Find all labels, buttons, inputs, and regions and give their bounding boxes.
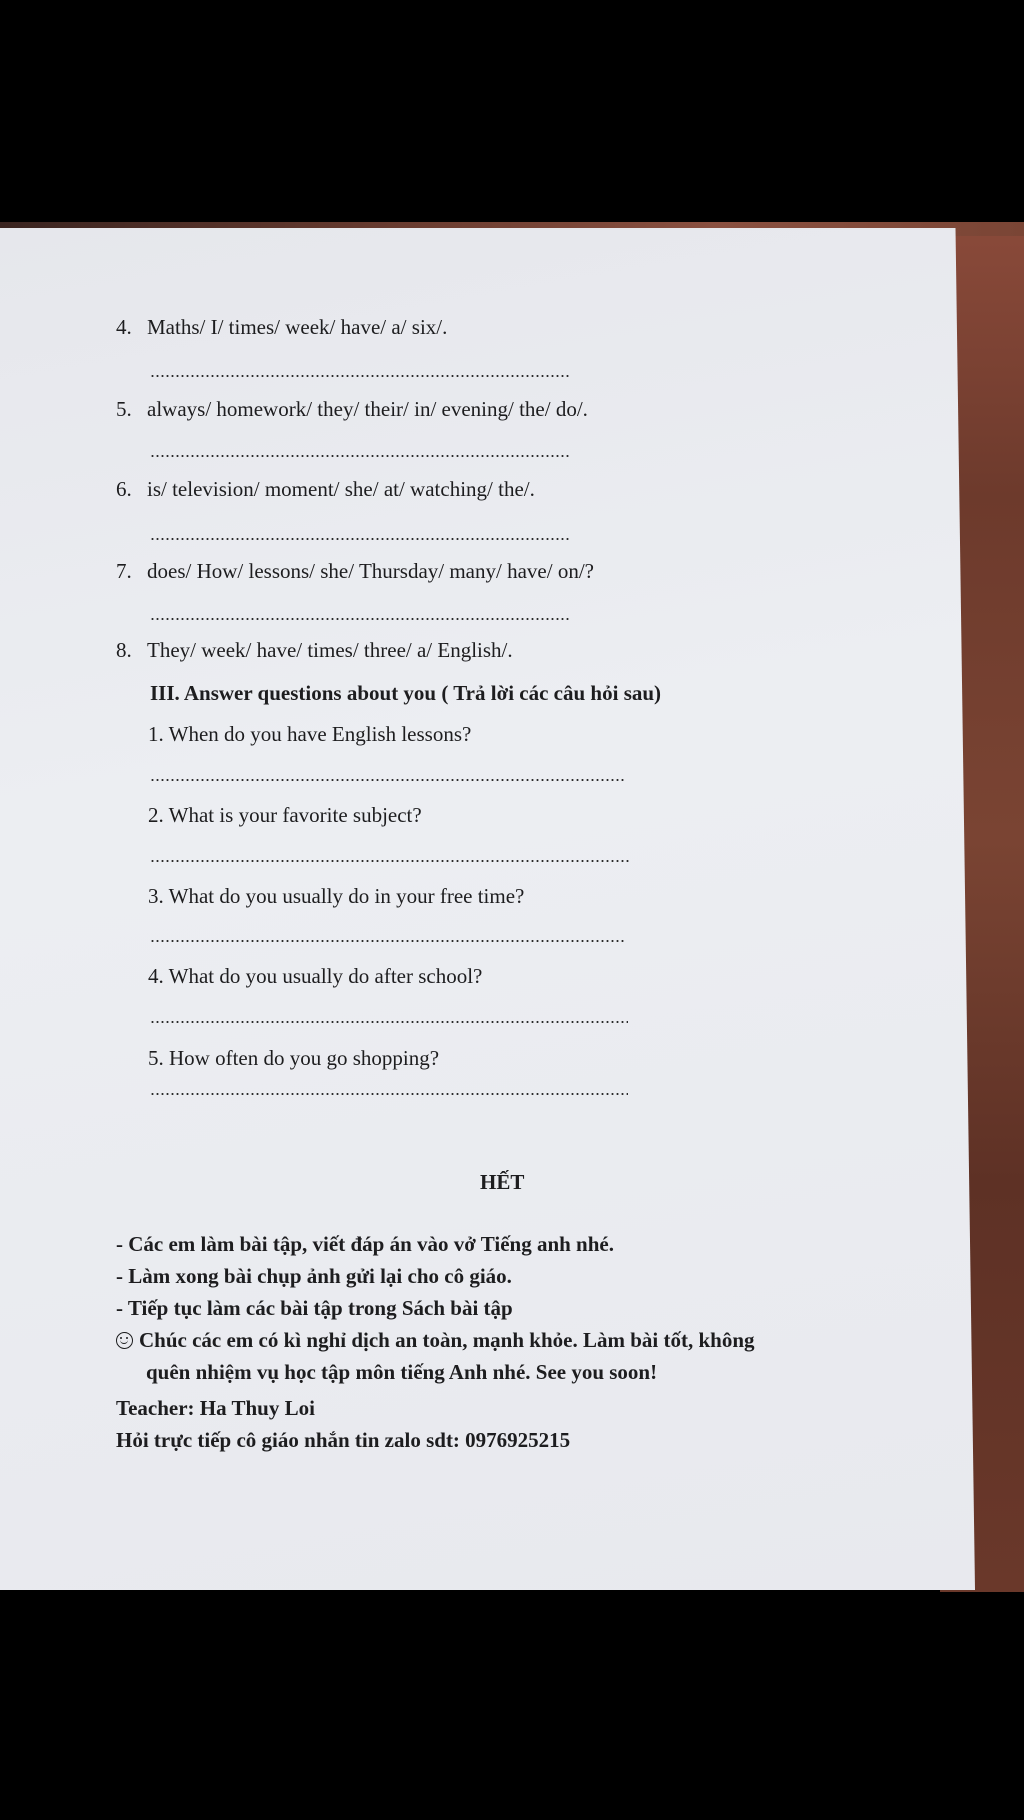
item-number: 4. bbox=[116, 315, 132, 339]
item-text: They/ week/ have/ times/ three/ a/ English/. bbox=[147, 638, 513, 662]
section-title: III. Answer questions about you ( Trả lời các câu hỏi sau) bbox=[150, 681, 662, 705]
note-text: Chúc các em có kì nghỉ dịch an toàn, mạnh khỏe. Làm bài tốt, không bbox=[139, 1328, 755, 1352]
item-number: 5. bbox=[116, 397, 132, 421]
answer-line bbox=[150, 779, 626, 781]
question-text: 2. What is your favorite subject? bbox=[148, 803, 422, 827]
item-text: is/ television/ moment/ she/ at/ watching/ the/. bbox=[147, 477, 535, 501]
smiley-icon bbox=[116, 1332, 133, 1349]
contact-info: Hỏi trực tiếp cô giáo nhắn tin zalo sdt: 0976925215 bbox=[116, 1428, 571, 1452]
answer-line bbox=[150, 375, 570, 377]
answer-line bbox=[150, 1093, 628, 1095]
item-text: does/ How/ lessons/ she/ Thursday/ many/ have/ on/? bbox=[147, 559, 594, 583]
note-line: - Tiếp tục làm các bài tập trong Sách bài tập bbox=[116, 1296, 513, 1320]
item-number: 6. bbox=[116, 477, 132, 501]
end-label: HẾT bbox=[480, 1170, 525, 1194]
question-text: 3. What do you usually do in your free time? bbox=[148, 884, 525, 908]
item-number: 7. bbox=[116, 559, 132, 583]
item-number: 8. bbox=[116, 638, 132, 662]
answer-line bbox=[150, 538, 570, 540]
answer-line bbox=[150, 940, 626, 942]
worksheet-page bbox=[0, 228, 975, 1590]
note-line: - Các em làm bài tập, viết đáp án vào vở Tiếng anh nhé. bbox=[116, 1232, 614, 1256]
note-line: - Làm xong bài chụp ảnh gửi lại cho cô giáo. bbox=[116, 1264, 512, 1288]
item-text: always/ homework/ they/ their/ in/ evening/ the/ do/. bbox=[147, 397, 588, 421]
question-text: 1. When do you have English lessons? bbox=[148, 722, 472, 746]
note-line-smile bbox=[116, 1328, 755, 1353]
answer-line bbox=[150, 1021, 628, 1023]
answer-line bbox=[150, 455, 570, 457]
item-text: Maths/ I/ times/ week/ have/ a/ six/. bbox=[147, 315, 448, 339]
teacher-name: Teacher: Ha Thuy Loi bbox=[116, 1396, 315, 1420]
answer-line bbox=[150, 618, 570, 620]
question-text: 4. What do you usually do after school? bbox=[148, 964, 483, 988]
answer-line bbox=[150, 860, 630, 862]
note-line: quên nhiệm vụ học tập môn tiếng Anh nhé. See you soon! bbox=[146, 1360, 658, 1384]
question-text: 5. How often do you go shopping? bbox=[148, 1046, 440, 1070]
